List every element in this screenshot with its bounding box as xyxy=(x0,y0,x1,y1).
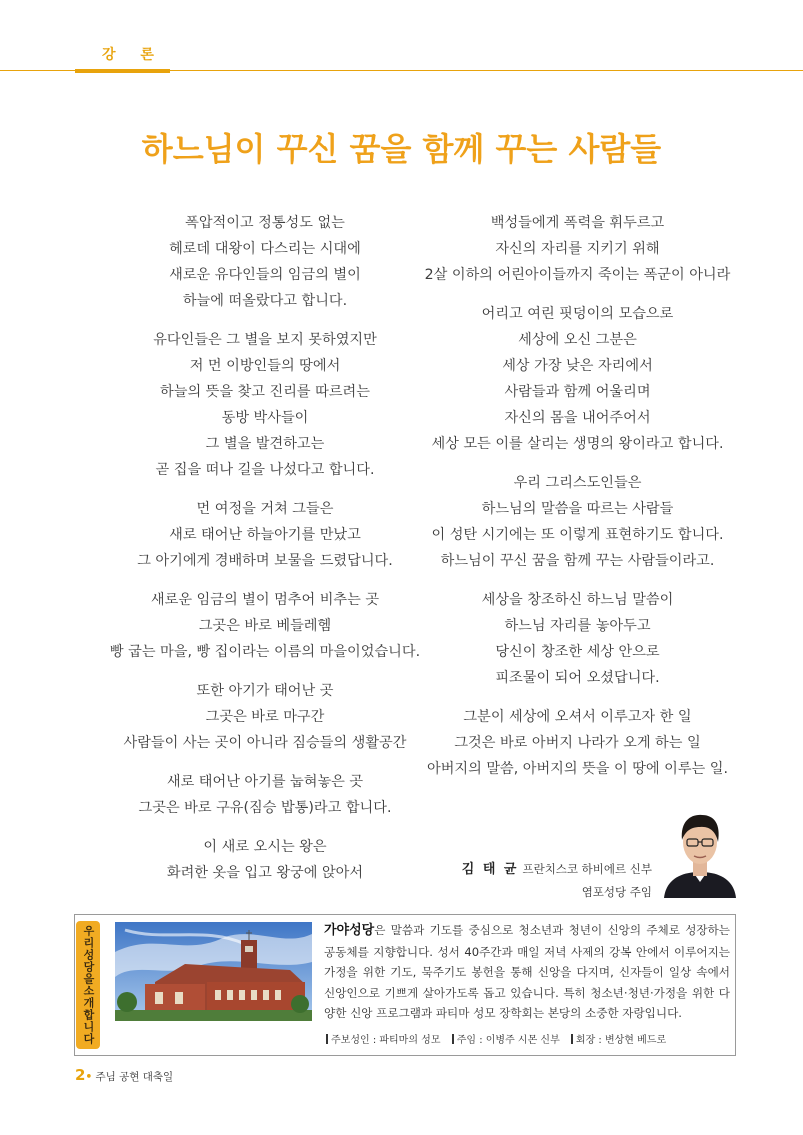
poem-line: 새로운 임금의 별이 멈추어 비추는 곳 xyxy=(150,592,380,608)
page-footer xyxy=(75,1066,173,1084)
poem-line: 먼 여정을 거쳐 그들은 xyxy=(196,501,334,517)
poem-line: 세상 가장 낮은 자리에서 xyxy=(502,358,653,374)
poem-line: 빵 굽는 마을, 빵 집이라는 이름의 마을이었습니다. xyxy=(109,644,421,660)
poem-stanza xyxy=(420,704,735,782)
patron-saint: 주보성인 : 파티마의 성모 xyxy=(331,1035,441,1046)
poem-line: 세상에 오신 그분은 xyxy=(518,332,637,348)
publication-title: 주님 공현 대축일 xyxy=(95,1071,174,1083)
poem-stanza xyxy=(420,301,735,457)
poem-line: 또한 아기가 태어난 곳 xyxy=(196,683,334,699)
poem-line: 하느님의 말씀을 따르는 사람들 xyxy=(481,501,674,517)
parish-priest: 주임 : 이병주 시몬 신부 xyxy=(456,1035,560,1046)
poem-line: 사람들과 함께 어울리며 xyxy=(504,384,651,400)
poem-line: 아버지의 말씀, 아버지의 뜻을 이 땅에 이루는 일. xyxy=(427,761,728,777)
poem-line: 이 새로 오시는 왕은 xyxy=(203,839,327,855)
poem-line: 저 먼 이방인들의 땅에서 xyxy=(189,358,341,374)
parish-name: 가야성당 xyxy=(324,923,375,938)
poem-line: 하늘에 떠올랐다고 합니다. xyxy=(182,293,348,309)
poem-line: 당신이 창조한 세상 안으로 xyxy=(495,644,660,660)
poem-line: 어리고 여린 핏덩이의 모습으로 xyxy=(481,306,674,322)
poem-line: 그 아기에게 경배하며 보물을 드렸답니다. xyxy=(137,553,393,569)
header-rule-accent xyxy=(75,69,170,73)
poem-line: 폭압적이고 정통성도 없는 xyxy=(185,215,345,231)
poem-line: 자신의 몸을 내어주어서 xyxy=(504,410,651,426)
poem-stanza xyxy=(420,210,735,288)
poem-line: 피조물이 되어 오셨답니다. xyxy=(495,670,660,686)
author-portrait xyxy=(662,802,738,898)
poem-stanza xyxy=(70,834,460,886)
poem-line: 그곳은 바로 마구간 xyxy=(205,709,325,725)
poem-line: 우리 그리스도인들은 xyxy=(513,475,642,491)
parish-intro-body: 은 말씀과 기도를 중심으로 청소년과 청년이 신앙의 주체로 성장하는 공동체를 지향합니다. 성서 40주간과 매일 저녁 사제의 강복 안에서 이루어지는 가정을 위한 기도, 묵주기도 봉헌을 통해 신앙을 다지며, 신자들이 일상 속에서 신앙인으로 기쁘게 살아가도록 돕고 있습니다. 특히 청소년·청년·가정을 위한 다양한 신앙 프로그램과 파티마 성모 장학회는 본당의 소중한 자랑입니다. xyxy=(324,923,730,1020)
poem-line: 그분이 세상에 오셔서 이루고자 한 일 xyxy=(463,709,692,725)
poem-line: 헤로데 대왕이 다스리는 시대에 xyxy=(169,241,361,257)
poem-stanza xyxy=(70,327,460,483)
poem-line: 유다인들은 그 별을 보지 못하였지만 xyxy=(153,332,377,348)
poem-stanza xyxy=(70,210,460,314)
poem-line: 이 성탄 시기에는 또 이렇게 표현하기도 합니다. xyxy=(431,527,724,543)
poem-line: 하늘의 뜻을 찾고 진리를 따르려는 xyxy=(160,384,370,400)
poem-line: 그곳은 바로 베들레헴 xyxy=(198,618,332,634)
parish-intro-text xyxy=(324,920,730,1024)
page-title: 하느님이 꾸신 꿈을 함께 꾸는 사람들 xyxy=(141,130,662,168)
poem-line: 자신의 자리를 지키기 위해 xyxy=(495,241,660,257)
parish-president: 회장 : 변상현 베드로 xyxy=(575,1035,667,1046)
poem-stanza xyxy=(70,769,460,821)
section-tag: 강 론 xyxy=(102,47,164,63)
parish-intro-label-text: 우리성당을소개합니다 xyxy=(82,925,95,1045)
poem-line: 사람들이 사는 곳이 아니라 짐승들의 생활공간 xyxy=(123,735,407,751)
poem-line: 화려한 옷을 입고 왕궁에 앉아서 xyxy=(166,865,364,881)
poem-line: 곧 집을 떠나 길을 나섰다고 합니다. xyxy=(155,462,375,478)
poem-line: 세상을 창조하신 하느님 말씀이 xyxy=(481,592,674,608)
poem-stanza xyxy=(70,496,460,574)
author-role: 프란치스코 하비에르 신부 xyxy=(522,862,652,876)
poem-stanza xyxy=(70,678,460,756)
poem-line: 그 별을 발견하고는 xyxy=(205,436,325,452)
poem-line: 하느님 자리를 놓아두고 xyxy=(504,618,651,634)
poem-line: 그곳은 바로 구유(짐승 밥통)라고 합니다. xyxy=(138,800,392,816)
poem-line: 그것은 바로 아버지 나라가 오게 하는 일 xyxy=(454,735,701,751)
poem-left-column xyxy=(70,210,460,899)
poem-stanza xyxy=(420,587,735,691)
poem-line: 하느님이 꾸신 꿈을 함께 꾸는 사람들이라고. xyxy=(440,553,715,569)
poem-line: 동방 박사들이 xyxy=(221,410,309,426)
author-signature xyxy=(440,858,652,903)
poem-line: 새로운 유다인들의 임금의 별이 xyxy=(169,267,361,283)
poem-line: 세상 모든 이를 살리는 생명의 왕이라고 합니다. xyxy=(431,436,724,452)
poem-stanza xyxy=(70,587,460,665)
church-photo xyxy=(115,922,312,1021)
page-number: 2 xyxy=(75,1066,86,1084)
poem-line: 백성들에게 폭력을 휘두르고 xyxy=(490,215,665,231)
poem-line: 새로 태어난 아기를 눕혀놓은 곳 xyxy=(166,774,364,790)
parish-intro-label xyxy=(76,921,100,1049)
bullet-icon: • xyxy=(85,1071,93,1083)
author-parish: 염포성당 주임 xyxy=(581,885,652,899)
poem-line: 2살 이하의 어린아이들까지 죽이는 폭군이 아니라 xyxy=(424,267,731,283)
parish-info-line xyxy=(326,1031,736,1046)
author-name: 김 태 균 xyxy=(461,862,519,877)
poem-line: 새로 태어난 하늘아기를 만났고 xyxy=(169,527,361,543)
poem-right-column xyxy=(420,210,735,795)
poem-stanza xyxy=(420,470,735,574)
